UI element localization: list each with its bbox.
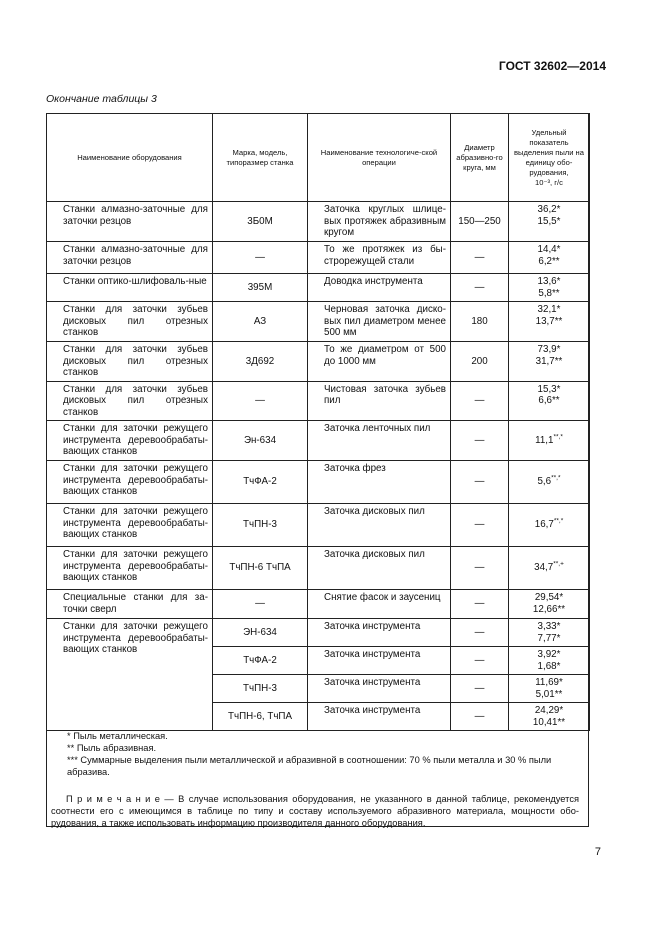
header-operation: Наименование технологиче-ской операции (308, 114, 451, 202)
machine-model: ТчПН-6, ТчПА (213, 703, 308, 731)
value-total: 16,7 (534, 519, 554, 531)
value-abrasive: 5,8** (538, 287, 560, 299)
value-abrasive: 1,68* (537, 660, 561, 672)
footnotes (51, 730, 581, 778)
equipment-table (46, 113, 590, 731)
dust-value (509, 504, 590, 547)
operation-name: Снятие фасок и заусениц (308, 590, 451, 619)
equipment-name: Станки алмазно-заточные для заточки резцов (47, 202, 213, 242)
note-text: — В случае использования оборудования, не указанного в данной таблице, рекомендуется соотнести его с имеющимся в таблице по типу и составу используемого абразивного материала, мощности обо-рудования, а также использовать информацию производителя данного оборудования. (51, 794, 580, 829)
value-metal: 15,3* (537, 383, 561, 395)
wheel-diameter: — (451, 461, 509, 504)
wheel-diameter: — (451, 274, 509, 302)
table-caption: Окончание таблицы 3 (46, 93, 157, 105)
dust-value (509, 274, 590, 302)
wheel-diameter: — (451, 590, 509, 619)
wheel-diameter: — (451, 421, 509, 461)
table-row (47, 547, 590, 590)
machine-model: Эн-634 (213, 421, 308, 461)
value-metal: 13,6* (537, 276, 561, 287)
equipment-name: Станки для заточки режущего инструмента деревообрабаты-вающих станков (47, 547, 213, 590)
machine-model: ТчПН-3 (213, 675, 308, 703)
dust-value (509, 202, 590, 242)
table-row (47, 342, 590, 382)
value-abrasive: 10,41** (532, 716, 566, 728)
wheel-diameter: 200 (451, 342, 509, 382)
table-row (47, 242, 590, 274)
dust-value (509, 342, 590, 382)
dust-value (509, 675, 590, 703)
equipment-name: Станки алмазно-заточные для заточки резцов (47, 242, 213, 274)
dust-value (509, 381, 590, 421)
operation-name: Черновая заточка диско-вых пил диаметром менее 500 мм (308, 302, 451, 342)
machine-model: ЭН-634 (213, 619, 308, 647)
value-metal: 24,29* (534, 705, 564, 716)
document-code: ГОСТ 32602—2014 (498, 59, 606, 73)
dust-value (509, 547, 590, 590)
value-metal: 3,92* (537, 649, 561, 660)
table-row (47, 381, 590, 421)
equipment-name: Станки для заточки зубьев дисковых пил отрезных станков (47, 302, 213, 342)
machine-model: — (213, 242, 308, 274)
value-metal: 29,54* (534, 592, 564, 603)
machine-model: ТчФА-2 (213, 647, 308, 675)
wheel-diameter: 180 (451, 302, 509, 342)
dust-value (509, 590, 590, 619)
wheel-diameter: — (451, 647, 509, 675)
value-marker: **,* (551, 474, 561, 482)
operation-name: То же диаметром от 500 до 1000 мм (308, 342, 451, 382)
operation-name: Доводка инструмента (308, 274, 451, 302)
wheel-diameter: — (451, 242, 509, 274)
operation-name: Заточка инструмента (308, 675, 451, 703)
value-abrasive: 15,5* (537, 215, 561, 227)
value-abrasive: 31,7** (535, 355, 563, 367)
wheel-diameter: — (451, 619, 509, 647)
note (51, 793, 579, 829)
machine-model: ТчПН-3 (213, 504, 308, 547)
machine-model: 395М (213, 274, 308, 302)
value-marker: **,* (553, 517, 564, 525)
table-row (47, 202, 590, 242)
table-row (47, 421, 590, 461)
value-abrasive: 13,7** (535, 315, 563, 327)
machine-model: 3Д692 (213, 342, 308, 382)
table-row (47, 461, 590, 504)
value-metal: 14,4* (537, 244, 561, 255)
operation-name: Заточка дисковых пил (308, 504, 451, 547)
note-label: П р и м е ч а н и е (66, 794, 160, 805)
value-metal: 3,33* (537, 621, 561, 632)
value-marker: **,* (553, 433, 563, 441)
table-row (47, 504, 590, 547)
header-model: Марка, модель, типоразмер станка (213, 114, 308, 202)
value-abrasive: 12,66** (532, 603, 566, 615)
dust-value (509, 242, 590, 274)
header-diameter: Диаметр абразивно-го круга, мм (451, 114, 509, 202)
machine-model: 3Б0М (213, 202, 308, 242)
footnote: *** Суммарные выделения пыли металлической и абразивной в соотношении: 70 % пыли металла и 30 % пыли абразива. (67, 755, 552, 777)
operation-name: Заточка круглых шлице-вых протяжек абразивным кругом (308, 202, 451, 242)
value-abrasive: 5,01** (535, 688, 563, 700)
operation-name: Заточка инструмента (308, 703, 451, 731)
value-metal: 36,2* (537, 204, 561, 215)
page-number: 7 (594, 846, 601, 858)
table-row (47, 302, 590, 342)
header-equipment: Наименование оборудования (47, 114, 213, 202)
machine-model: АЗ (213, 302, 308, 342)
footnote: * Пыль металлическая. (67, 731, 168, 741)
equipment-name: Станки для заточки режущего инструмента деревообрабаты-вающих станков (47, 619, 213, 731)
value-total: 11,1 (535, 434, 554, 446)
operation-name: Чистовая заточка зубьев пил (308, 381, 451, 421)
equipment-name: Станки для заточки зубьев дисковых пил отрезных станков (47, 342, 213, 382)
dust-value (509, 461, 590, 504)
dust-value (509, 647, 590, 675)
table-row (47, 590, 590, 619)
wheel-diameter: — (451, 381, 509, 421)
value-metal: 32,1* (537, 304, 561, 315)
table-row (47, 274, 590, 302)
equipment-name: Специальные станки для за-точки сверл (47, 590, 213, 619)
wheel-diameter: — (451, 703, 509, 731)
operation-name: Заточка инструмента (308, 647, 451, 675)
value-marker: **,+ (553, 560, 564, 568)
value-total: 5,6 (537, 476, 552, 488)
machine-model: — (213, 590, 308, 619)
header-dust-rate: Удельный показатель выделения пыли на единицу обо-рудования, 10⁻³, г/с (509, 114, 590, 202)
operation-name: Заточка ленточных пил (308, 421, 451, 461)
wheel-diameter: — (451, 504, 509, 547)
machine-model: ТчПН-6 ТчПА (213, 547, 308, 590)
equipment-name: Станки для заточки режущего инструмента деревообрабаты-вающих станков (47, 504, 213, 547)
value-abrasive: 6,2** (538, 255, 560, 267)
dust-value (509, 619, 590, 647)
wheel-diameter: — (451, 675, 509, 703)
value-metal: 11,69* (535, 677, 563, 688)
operation-name: То же протяжек из бы-строрежущей стали (308, 242, 451, 274)
wheel-diameter: 150—250 (451, 202, 509, 242)
value-metal: 73,9* (537, 344, 561, 355)
footnote: ** Пыль абразивная. (67, 743, 157, 753)
operation-name: Заточка фрез (308, 461, 451, 504)
value-abrasive: 7,77* (537, 632, 561, 644)
table-row (47, 619, 590, 647)
dust-value (509, 421, 590, 461)
value-total: 34,7 (534, 562, 554, 574)
equipment-name: Станки для заточки режущего инструмента деревообрабаты-вающих станков (47, 461, 213, 504)
equipment-name: Станки для заточки режущего инструмента деревообрабаты-вающих станков (47, 421, 213, 461)
operation-name: Заточка дисковых пил (308, 547, 451, 590)
wheel-diameter: — (451, 547, 509, 590)
machine-model: — (213, 381, 308, 421)
value-abrasive: 6,6** (538, 395, 560, 406)
machine-model: ТчФА-2 (213, 461, 308, 504)
dust-value (509, 302, 590, 342)
equipment-name: Станки оптико-шлифоваль-ные (47, 274, 213, 302)
operation-name: Заточка инструмента (308, 619, 451, 647)
dust-value (509, 703, 590, 731)
equipment-name: Станки для заточки зубьев дисковых пил отрезных станков (47, 381, 213, 421)
